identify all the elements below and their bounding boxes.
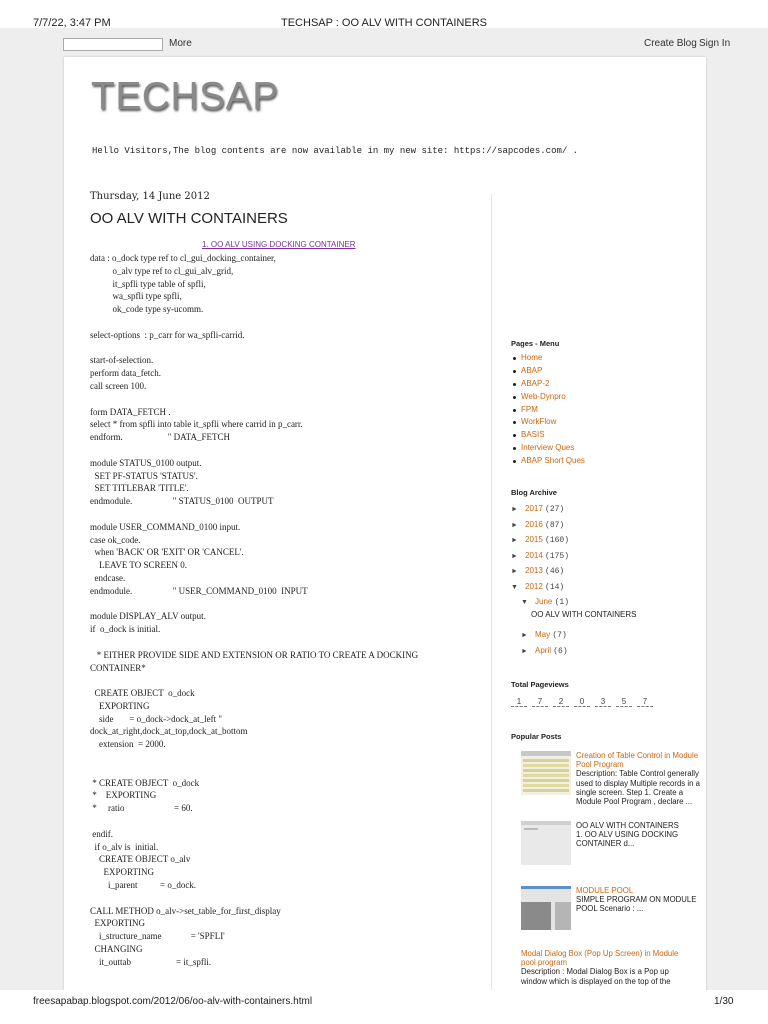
popular-post-title[interactable]: Modal Dialog Box (Pop Up Screen) in Module pool program (521, 949, 679, 968)
expand-arrow-icon[interactable]: ► (511, 552, 518, 560)
print-datetime: 7/7/22, 3:47 PM (33, 17, 111, 29)
create-blog-link[interactable]: Create Blog (644, 38, 697, 49)
collapse-arrow-icon[interactable]: ▼ (521, 598, 528, 606)
print-header (0, 0, 768, 28)
pages-item-web-dynpro[interactable]: Web-Dynpro (521, 392, 585, 405)
archive-month-may[interactable]: ► May (7) (521, 630, 567, 640)
sidebar (511, 57, 701, 1002)
pageview-digit: 3 (595, 697, 611, 707)
alv-screenshot-icon (521, 821, 571, 865)
collapse-arrow-icon[interactable]: ▼ (511, 583, 518, 591)
pages-item-fpm[interactable]: FPM (521, 405, 585, 418)
post-thumbnail[interactable] (521, 886, 571, 930)
column-divider (491, 194, 492, 1002)
pages-item-abap-short-ques[interactable]: ABAP Short Ques (521, 456, 585, 469)
expand-arrow-icon[interactable]: ► (511, 537, 518, 544)
popular-post-snippet: Description : Modal Dialog Box is a Pop up window which is displayed on the top of the (521, 967, 671, 986)
expand-arrow-icon[interactable]: ► (511, 521, 518, 529)
archive-year-2017[interactable]: ► 2017 (27) (511, 504, 565, 514)
print-footer (0, 990, 768, 1024)
blogger-navbar (0, 34, 768, 54)
page-number: 1/30 (714, 996, 734, 1007)
expand-arrow-icon[interactable]: ► (521, 647, 528, 655)
pageview-digit: 1 (511, 697, 527, 707)
expand-arrow-icon[interactable]: ► (511, 568, 518, 575)
pageviews-widget-title: Total Pageviews (511, 680, 569, 689)
popular-post-title[interactable]: OO ALV WITH CONTAINERS (576, 821, 679, 830)
archive-year-2015[interactable]: ► 2015 (160) (511, 535, 570, 545)
archive-year-2016[interactable]: ► 2016 (87) (511, 519, 565, 530)
more-link[interactable]: More (169, 38, 192, 49)
popular-post-title[interactable]: Creation of Table Control in Module Pool Program (576, 751, 699, 770)
expand-arrow-icon[interactable]: ► (521, 632, 528, 639)
page-url: freesapabap.blogspot.com/2012/06/oo-alv-with-containers.html (33, 996, 313, 1007)
popular-post-title[interactable]: MODULE POOL (576, 886, 634, 895)
pageview-digit: 0 (574, 697, 590, 707)
pages-item-interview-ques[interactable]: Interview Ques (521, 443, 585, 456)
archive-month-june[interactable]: ▼ June (1) (521, 596, 569, 607)
post-subheading-link[interactable]: 1. OO ALV USING DOCKING CONTAINER (202, 240, 356, 249)
post-date: Thursday, 14 June 2012 (90, 191, 210, 202)
archive-month-april[interactable]: ► April (6) (521, 645, 568, 656)
expand-arrow-icon[interactable]: ► (511, 506, 518, 513)
archive-widget-title: Blog Archive (511, 488, 557, 497)
popular-post-snippet: 1. OO ALV USING DOCKING CONTAINER d... (576, 830, 679, 849)
pageview-digit: 7 (637, 697, 653, 707)
pages-item-abap-2[interactable]: ABAP-2 (521, 379, 585, 392)
sign-in-link[interactable]: Sign In (699, 38, 731, 49)
archive-year-2013[interactable]: ► 2013 (46) (511, 566, 565, 576)
blog-page (64, 57, 706, 1002)
search-input[interactable] (63, 38, 163, 51)
pageviews-counter (511, 697, 658, 707)
screen-screenshot-icon (521, 886, 571, 930)
table-screenshot-icon (521, 751, 571, 795)
post-thumbnail[interactable] (521, 751, 571, 795)
archive-year-2014[interactable]: ► 2014 (175) (511, 550, 570, 561)
popular-post-snippet: Description: Table Control generally used to display Multiple records in a single screen. Step 1. Create a Module Pool Program , declare ... (576, 769, 700, 807)
blog-description: Hello Visitors,The blog contents are now available in my new site: https://sapcodes.com/ . (92, 146, 579, 156)
pages-item-workflow[interactable]: WorkFlow (521, 417, 585, 430)
pages-item-basis[interactable]: BASIS (521, 430, 585, 443)
pages-item-abap[interactable]: ABAP (521, 366, 585, 379)
pageview-digit: 7 (532, 697, 548, 707)
popular-post-snippet: SIMPLE PROGRAM ON MODULE POOL Scenario : ... (576, 895, 697, 914)
blog-title[interactable]: TECHSAP (91, 75, 279, 118)
archive-post-link[interactable]: OO ALV WITH CONTAINERS (531, 609, 637, 619)
post-thumbnail[interactable] (521, 821, 571, 865)
post-title[interactable]: OO ALV WITH CONTAINERS (90, 210, 288, 227)
pageview-digit: 2 (553, 697, 569, 707)
pages-widget-title: Pages - Menu (511, 339, 560, 348)
popular-widget-title: Popular Posts (511, 732, 562, 741)
pages-item-home[interactable]: Home (521, 353, 585, 366)
print-title: TECHSAP : OO ALV WITH CONTAINERS (281, 17, 487, 29)
post-code-body: data : o_dock type ref to cl_gui_docking_container, o_alv type ref to cl_gui_alv_grid, it_spfli type table of spfli, wa_spfli type spfli, ok_code type sy-ucomm. select-options : p_carr for wa_spfli-carrid. start-of-selection. perform data_fetch. call screen 100. form DATA_FETCH . select * from spfli into table it_spfli where carrid in p_carr. endform. " DATA_FETCH module STATUS_0100 output. SET PF-STATUS 'STATUS'. SET TITLEBAR 'TITLE'. endmodule. " STATUS_0100 OUTPUT module USER_COMMAND_0100 input. case ok_code. when 'BACK' OR 'EXIT' OR 'CANCEL'. LEAVE TO SCREEN 0. endcase. endmodule. " USER_COMMAND_0100 INPUT module DISPLAY_ALV output. if o_dock is initial. * EITHER PROVIDE SIDE AND EXTENSION OR RATIO TO CREATE A DOCKING CONTAINER* CREATE OBJECT o_dock EXPORTING side = o_dock->dock_at_left " dock_at_right,dock_at_top,dock_at_bottom extension = 2000. * CREATE OBJECT o_dock * EXPORTING * ratio = 60. endif. if o_alv is initial. CREATE OBJECT o_alv EXPORTING i_parent = o_dock. CALL METHOD o_alv->set_table_for_first_display EXPORTING i_structure_name = 'SPFLI' CHANGING it_outtab = it_spfli. (90, 253, 419, 967)
archive-year-2012[interactable]: ▼ 2012 (14) (511, 581, 565, 592)
pages-menu (521, 353, 585, 469)
pageview-digit: 5 (616, 697, 632, 707)
